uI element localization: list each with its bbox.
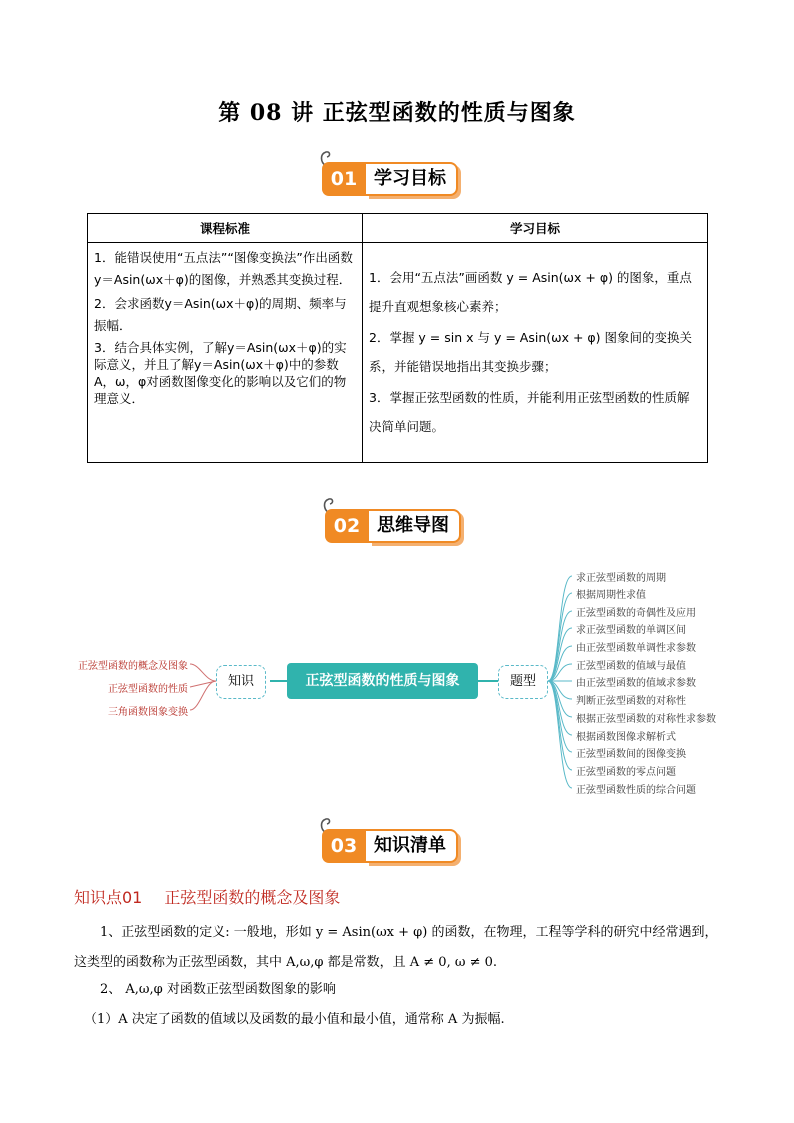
mind-map-right-item: 正弦型函数的奇偶性及应用 — [576, 608, 696, 619]
table-header-standards: 课程标准 — [88, 214, 363, 243]
goal-item: 1．会用“五点法”画函数 y = Asin(ωx + φ) 的图象，重点提升直观想象核心素养； — [369, 269, 692, 314]
goal-item: 3．掌握正弦型函数的性质，并能利用正弦型函数的性质解决简单问题。 — [369, 389, 690, 434]
mind-map-center: 正弦型函数的性质与图象 — [287, 663, 478, 699]
knowledge-point-heading — [74, 885, 362, 908]
goals-table — [87, 213, 708, 463]
goal-item: 2．掌握 y = sin x 与 y = Asin(ωx + φ) 图象间的变换关系，并能错误地指出其变换步骤； — [369, 329, 693, 374]
mind-map-right-item: 正弦型函数的值域与最值 — [576, 661, 686, 672]
mind-map-right-item: 根据周期性求值 — [576, 590, 646, 601]
mind-map-left-item: 三角函数图象变换 — [108, 707, 188, 718]
section-number: 03 — [322, 829, 366, 863]
mind-map-right-item: 正弦型函数间的图像变换 — [576, 749, 686, 760]
standards-cell — [88, 243, 363, 463]
mind-map-right-item: 判断正弦型函数的对称性 — [576, 696, 686, 707]
mind-map-right-item: 由正弦型函数单调性求参数 — [576, 643, 696, 654]
knowledge-point-number: 知识点01 — [74, 888, 143, 907]
section-number: 02 — [325, 509, 369, 543]
section-badge-03 — [322, 829, 472, 863]
section-label: 思维导图 — [369, 509, 461, 543]
mind-map-left-item: 正弦型函数的概念及图象 — [78, 661, 188, 672]
mind-map-right-item: 正弦型函数性质的综合问题 — [576, 785, 696, 796]
mind-map — [0, 560, 794, 800]
mind-map-left-item: 正弦型函数的性质 — [108, 684, 188, 695]
standard-item: 3．结合具体实例，了解y＝Asin(ωx＋φ)的实际意义，并且了解y＝Asin(ωx＋φ)中的参数A，ω，φ对函数图像变化的影响以及它们的物理意义． — [94, 340, 347, 406]
section-number: 01 — [322, 162, 366, 196]
knowledge-paragraph-influence: 2、 A,ω,φ 对函数正弦型函数图象的影响 — [100, 982, 336, 997]
mind-map-right-item: 由正弦型函数的值域求参数 — [576, 678, 696, 689]
standard-item: 2．会求函数y＝Asin(ωx＋φ)的周期、频率与振幅． — [94, 296, 347, 333]
section-badge-01 — [322, 162, 472, 196]
mind-map-right-item: 求正弦型函数的单调区间 — [576, 625, 686, 636]
mind-map-right-item: 根据正弦型函数的对称性求参数 — [576, 714, 716, 725]
mind-map-hub-types: 题型 — [498, 665, 548, 699]
knowledge-paragraph-definition: 1、正弦型函数的定义: 一般地，形如 y = Asin(ωx + φ) 的函数，在物理，工程等学科的研究中经常遇到，这类型的函数称为正弦型函数，其中 A,ω,φ 都是常数，且 A ≠ 0, ω ≠ 0. — [74, 925, 718, 970]
standard-item: 1．能错误使用“五点法”“图像变换法”作出函数y＝Asin(ωx＋φ)的图像，并熟悉其变换过程． — [94, 250, 353, 287]
page-title: 第 08 讲 正弦型函数的性质与图象 — [218, 100, 576, 126]
mind-map-right-item: 正弦型函数的零点问题 — [576, 767, 676, 778]
section-label: 学习目标 — [366, 162, 458, 196]
goals-cell — [363, 243, 708, 463]
table-header-goals: 学习目标 — [363, 214, 708, 243]
knowledge-paragraph-amplitude: （1）A 决定了函数的值域以及函数的最小值和最小值，通常称 A 为振幅. — [84, 1012, 505, 1027]
mind-map-right-item: 求正弦型函数的周期 — [576, 573, 666, 584]
section-label: 知识清单 — [366, 829, 458, 863]
section-badge-02 — [325, 509, 475, 543]
mind-map-right-item: 根据函数图像求解析式 — [576, 732, 676, 743]
mind-map-hub-knowledge: 知识 — [216, 665, 266, 699]
knowledge-point-title: 正弦型函数的概念及图象 — [164, 888, 341, 907]
